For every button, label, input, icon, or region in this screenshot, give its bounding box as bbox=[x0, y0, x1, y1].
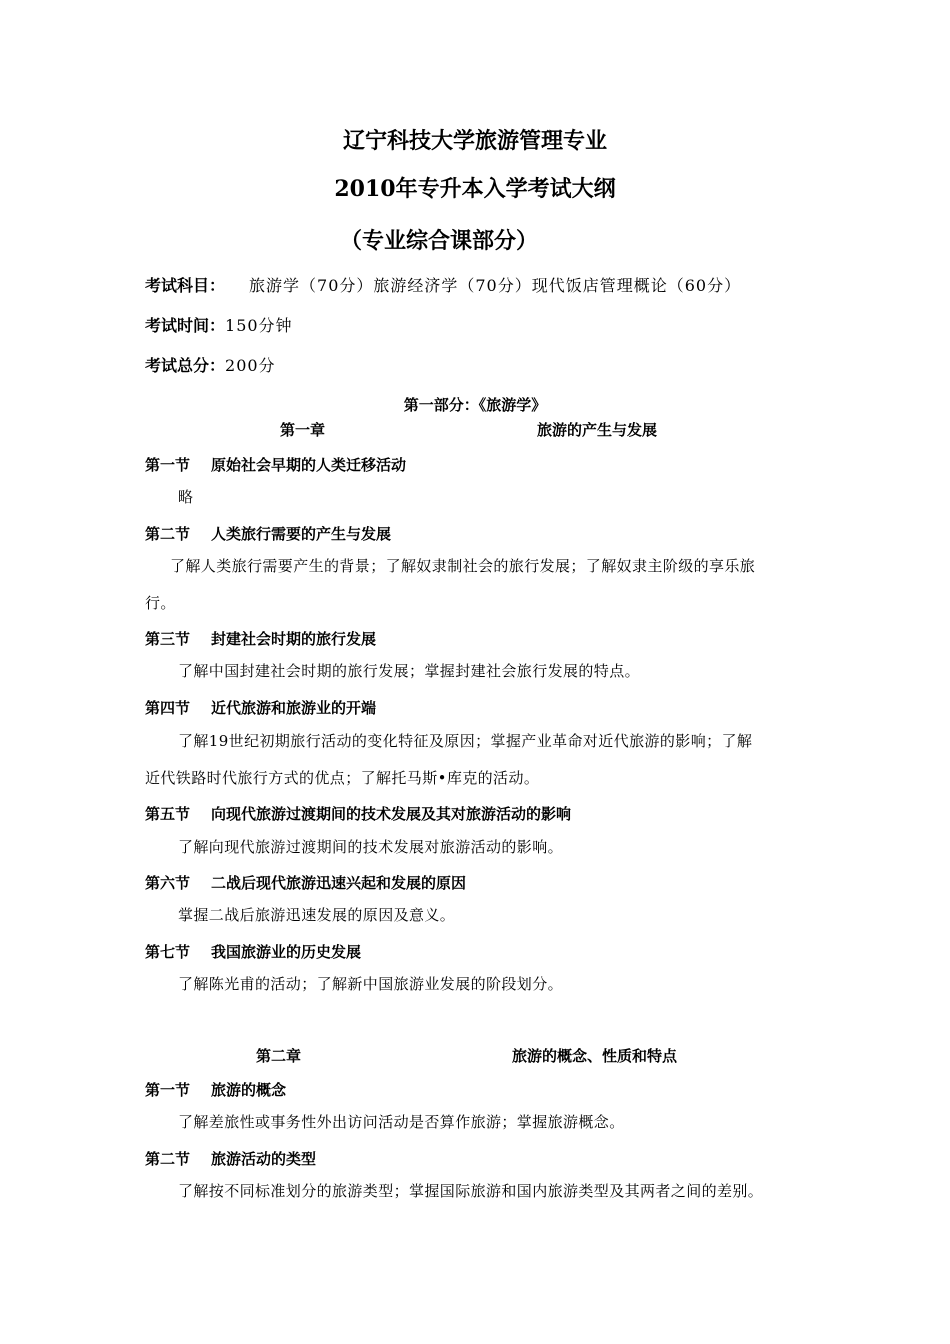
section-number: 第三节 bbox=[145, 630, 191, 648]
section-text: 了解差旅性或事务性外出访问活动是否算作旅游；掌握旅游概念。 bbox=[178, 1113, 625, 1131]
chapter-number: 第二章 bbox=[256, 1047, 302, 1065]
section-heading bbox=[145, 941, 361, 962]
section-number: 第七节 bbox=[145, 943, 191, 961]
section-number: 第六节 bbox=[145, 874, 191, 892]
exam-time-row bbox=[145, 313, 293, 336]
section-text: 了解中国封建社会时期的旅行发展；掌握封建社会旅行发展的特点。 bbox=[178, 662, 641, 680]
section-text: 了解按不同标准划分的旅游类型；掌握国际旅游和国内旅游类型及其两者之间的差别。 bbox=[178, 1182, 764, 1200]
section-text: 了解陈光甫的活动；了解新中国旅游业发展的阶段划分。 bbox=[178, 975, 564, 993]
exam-subject-label: 考试科目： bbox=[145, 276, 226, 295]
section-title: 旅游的概念 bbox=[211, 1081, 287, 1099]
chapter-number: 第一章 bbox=[280, 421, 326, 439]
exam-time-label: 考试时间： bbox=[145, 316, 226, 335]
exam-time-value: 150分钟 bbox=[225, 316, 293, 335]
section-title: 近代旅游和旅游业的开端 bbox=[211, 699, 377, 717]
exam-score-value: 200分 bbox=[225, 356, 276, 375]
exam-subject-row bbox=[145, 273, 741, 296]
section-text: 略 bbox=[178, 488, 194, 506]
section-heading bbox=[145, 454, 406, 475]
section-text: 行。 bbox=[145, 594, 176, 612]
section-title: 旅游活动的类型 bbox=[211, 1150, 317, 1168]
document-subtitle-part: （专业综合课部分） bbox=[340, 228, 539, 254]
chapter-title: 旅游的产生与发展 bbox=[537, 421, 658, 439]
section-title: 封建社会时期的旅行发展 bbox=[211, 630, 377, 648]
exam-score-label: 考试总分： bbox=[145, 356, 226, 375]
section-title: 向现代旅游过渡期间的技术发展及其对旅游活动的影响 bbox=[211, 805, 572, 823]
chapter-title: 旅游的概念、性质和特点 bbox=[512, 1047, 678, 1065]
section-heading bbox=[145, 1079, 286, 1100]
document-title: 辽宁科技大学旅游管理专业 bbox=[342, 128, 607, 154]
section-number: 第一节 bbox=[145, 1081, 191, 1099]
section-heading bbox=[145, 628, 376, 649]
section-text: 了解人类旅行需要产生的背景；了解奴隶制社会的旅行发展；了解奴隶主阶级的享乐旅 bbox=[170, 557, 756, 575]
exam-score-row bbox=[145, 353, 276, 376]
section-number: 第五节 bbox=[145, 805, 191, 823]
document-subtitle: 2010年专升本入学考试大纲 bbox=[334, 176, 616, 202]
section-text: 了解向现代旅游过渡期间的技术发展对旅游活动的影响。 bbox=[178, 838, 564, 856]
section-heading bbox=[145, 697, 376, 718]
section-number: 第二节 bbox=[145, 1150, 191, 1168]
section-number: 第四节 bbox=[145, 699, 191, 717]
section-text: 了解19世纪初期旅行活动的变化特征及原因；掌握产业革命对近代旅游的影响；了解 bbox=[178, 732, 753, 750]
section-title: 二战后现代旅游迅速兴起和发展的原因 bbox=[211, 874, 467, 892]
section-text: 掌握二战后旅游迅速发展的原因及意义。 bbox=[178, 906, 456, 924]
section-heading bbox=[145, 803, 571, 824]
section-title: 我国旅游业的历史发展 bbox=[211, 943, 362, 961]
section-number: 第二节 bbox=[145, 525, 191, 543]
section-number: 第一节 bbox=[145, 456, 191, 474]
section-title: 原始社会早期的人类迁移活动 bbox=[211, 456, 407, 474]
section-heading bbox=[145, 872, 466, 893]
section-heading bbox=[145, 523, 391, 544]
section-heading bbox=[145, 1148, 316, 1169]
part-heading: 第一部分：《旅游学》 bbox=[403, 396, 547, 414]
section-title: 人类旅行需要的产生与发展 bbox=[211, 525, 392, 543]
exam-subject-value: 旅游学（70分）旅游经济学（70分）现代饭店管理概论（60分） bbox=[249, 276, 742, 295]
section-text: 近代铁路时代旅行方式的优点；了解托马斯•库克的活动。 bbox=[145, 769, 540, 787]
